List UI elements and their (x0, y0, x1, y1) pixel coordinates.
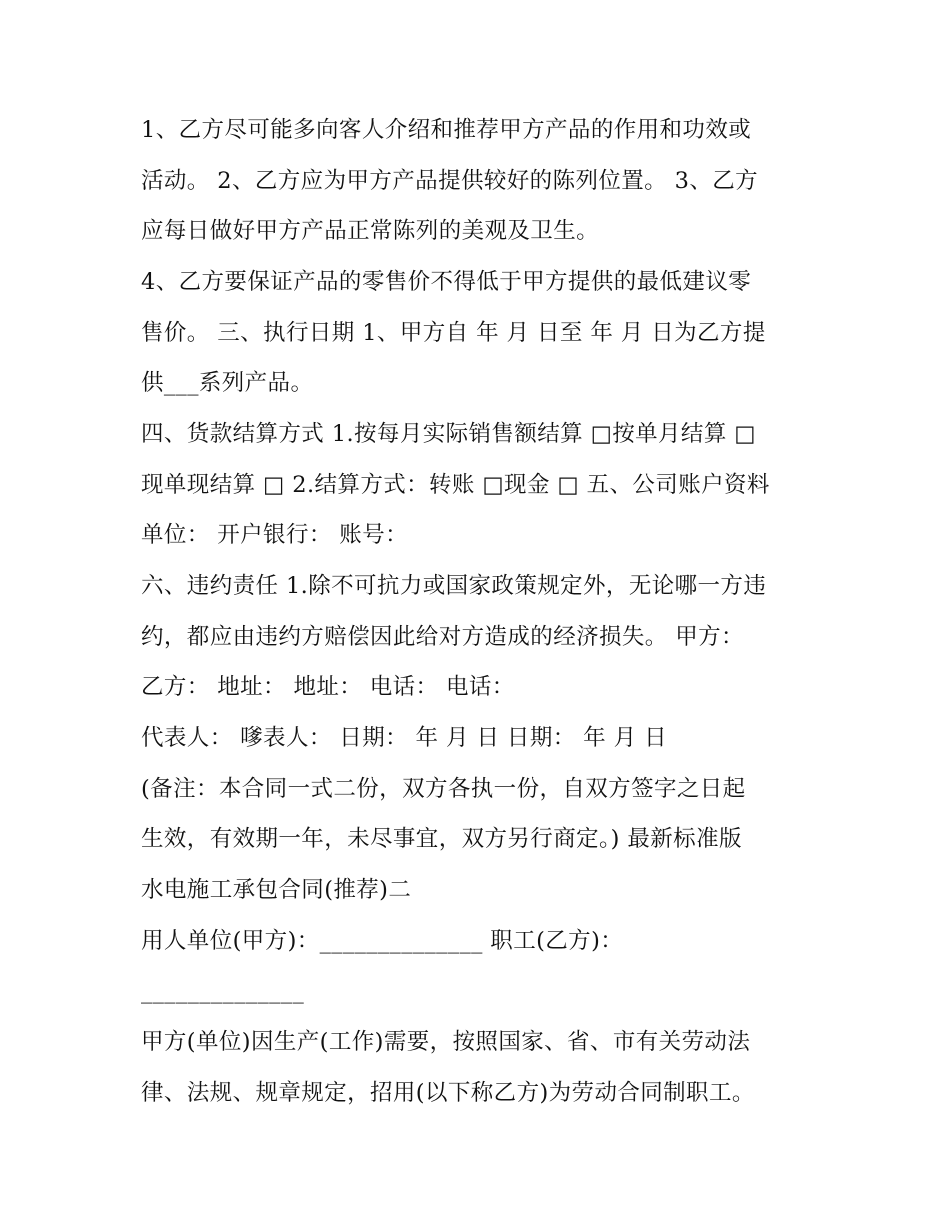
text-line: 售价。 三、执行日期 1、甲方自 年 月 日至 年 月 日为乙方提 (141, 320, 766, 346)
text-line: 1、乙方尽可能多向客人介绍和推荐甲方产品的作用和功效或 (141, 117, 752, 143)
text-line: 水电施工承包合同(推荐)二 (141, 877, 412, 903)
text-line: ______________ (141, 978, 305, 1004)
text-line: 生效，有效期一年，未尽事宜，双方另行商定。) 最新标准版 (141, 826, 742, 852)
text-line: 六、违约责任 1.除不可抗力或国家政策规定外，无论哪一方违 (141, 573, 767, 599)
text-line: 现单现结算 □ 2.结算方式：转账 □现金 □ 五、公司账户资料 (141, 472, 770, 498)
text-line: 代表人： 嗲表人： 日期： 年 月 日 日期： 年 月 日 (141, 725, 667, 751)
text-line: 乙方： 地址： 地址： 电话： 电话： (141, 674, 515, 700)
text-line: 供___系列产品。 (141, 370, 314, 396)
text-line: 甲方(单位)因生产(工作)需要，按照国家、省、市有关劳动法 (141, 1029, 751, 1055)
text-line: 四、货款结算方式 1.按每月实际销售额结算 □按单月结算 □ (141, 421, 756, 447)
text-line: (备注：本合同一式二份，双方各执一份，自双方签字之日起 (141, 776, 746, 802)
text-line: 应每日做好甲方产品正常陈列的美观及卫生。 (141, 218, 600, 244)
text-line: 单位： 开户银行： 账号： (141, 522, 409, 548)
text-line: 约，都应由违约方赔偿因此给对方造成的经济损失。 甲方： (141, 624, 744, 650)
text-line: 律、法规、规章规定，招用(以下称乙方)为劳动合同制职工。 (141, 1080, 755, 1106)
text-line: 活动。 2、乙方应为甲方产品提供较好的陈列位置。 3、乙方 (141, 168, 759, 194)
text-line: 4、乙方要保证产品的零售价不得低于甲方提供的最低建议零 (141, 269, 752, 295)
text-line: 用人单位(甲方)：______________ 职工(乙方)： (141, 928, 624, 954)
